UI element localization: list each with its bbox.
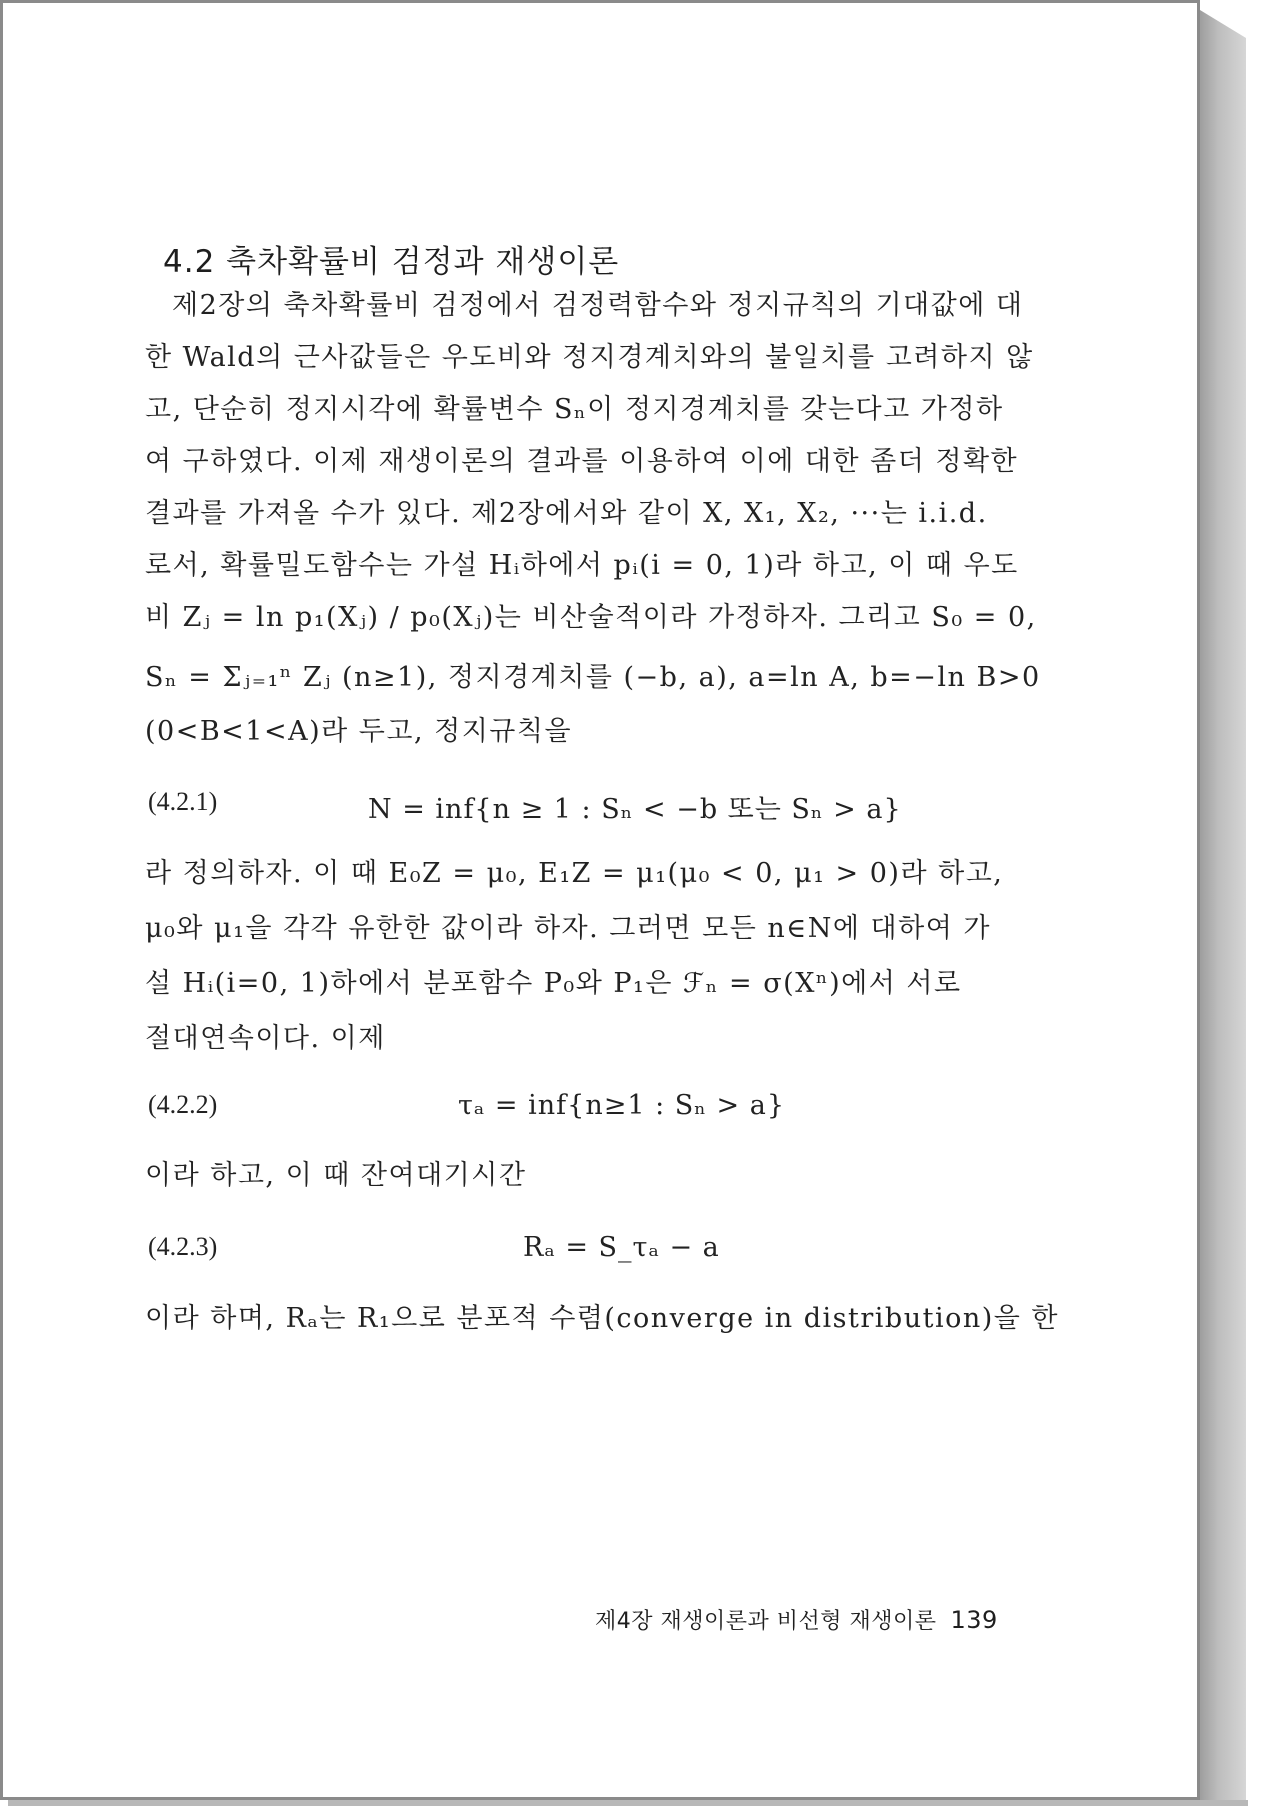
body-line-11: μ₀와 μ₁을 각각 유한한 값이라 하자. 그러면 모든 n∈N에 대하여 가	[145, 913, 991, 944]
page-number: 139	[950, 1606, 998, 1634]
body-line-8: Sₙ = Σⱼ₌₁ⁿ Zⱼ (n≥1), 정지경계치를 (−b, a), a=ln A, b=−ln B>0	[145, 662, 1041, 693]
body-line-3: 고, 단순히 정지시각에 확률변수 Sₙ이 정지경계치를 갖는다고 가정하	[145, 394, 1004, 425]
body-line-13: 절대연속이다. 이제	[145, 1023, 386, 1054]
body-line-15: 이라 하며, Rₐ는 R₁으로 분포적 수렴(converge in distribution)을 한	[145, 1303, 1060, 1334]
body-line-7: 비 Zⱼ = ln p₁(Xⱼ) / p₀(Xⱼ)는 비산술적이라 가정하자. 그리고 S₀ = 0,	[145, 602, 1037, 633]
body-line-14: 이라 하고, 이 때 잔여대기시간	[145, 1160, 527, 1191]
equation-4-2-1	[148, 787, 1048, 825]
body-line-1: 제2장의 축차확률비 검정에서 검정력함수와 정지규칙의 기대값에 대	[172, 290, 1024, 321]
body-line-10: 라 정의하자. 이 때 E₀Z = μ₀, E₁Z = μ₁(μ₀ < 0, μ₁ > 0)라 하고,	[145, 858, 1004, 889]
body-line-12: 설 Hᵢ(i=0, 1)하에서 분포함수 P₀와 P₁은 ℱₙ = σ(Xⁿ)에서 서로	[145, 968, 962, 999]
page-edge-right	[1200, 10, 1246, 1806]
body-line-4: 여 구하였다. 이제 재생이론의 결과를 이용하여 이에 대한 좀더 정확한	[145, 446, 1019, 477]
equation-formula: τₐ = inf{n≥1 : Sₙ > a}	[458, 1090, 786, 1121]
equation-4-2-3	[148, 1232, 1048, 1266]
body-line-2: 한 Wald의 근사값들은 우도비와 정지경계치와의 불일치를 고려하지 않	[145, 342, 1034, 373]
body-line-6: 로서, 확률밀도함수는 가설 Hᵢ하에서 pᵢ(i = 0, 1)라 하고, 이 때 우도	[145, 550, 1019, 581]
page-edge-bottom	[8, 1800, 1248, 1806]
section-title: 4.2 축차확률비 검정과 재생이론	[163, 244, 620, 280]
page-footer	[595, 1604, 998, 1635]
equation-number: (4.2.3)	[148, 1232, 218, 1261]
equation-formula: N = inf{n ≥ 1 : Sₙ < −b 또는 Sₙ > a}	[368, 794, 902, 825]
body-line-9: (0<B<1<A)라 두고, 정지규칙을	[145, 716, 573, 747]
equation-number: (4.2.1)	[148, 787, 218, 816]
body-line-5: 결과를 가져올 수가 있다. 제2장에서와 같이 X, X₁, X₂, ···는 i.i.d.	[145, 498, 988, 529]
footer-chapter: 제4장 재생이론과 비선형 재생이론	[595, 1609, 937, 1634]
equation-number: (4.2.2)	[148, 1090, 218, 1119]
equation-4-2-2	[148, 1090, 1048, 1124]
equation-formula: Rₐ = S_τₐ − a	[523, 1232, 720, 1263]
